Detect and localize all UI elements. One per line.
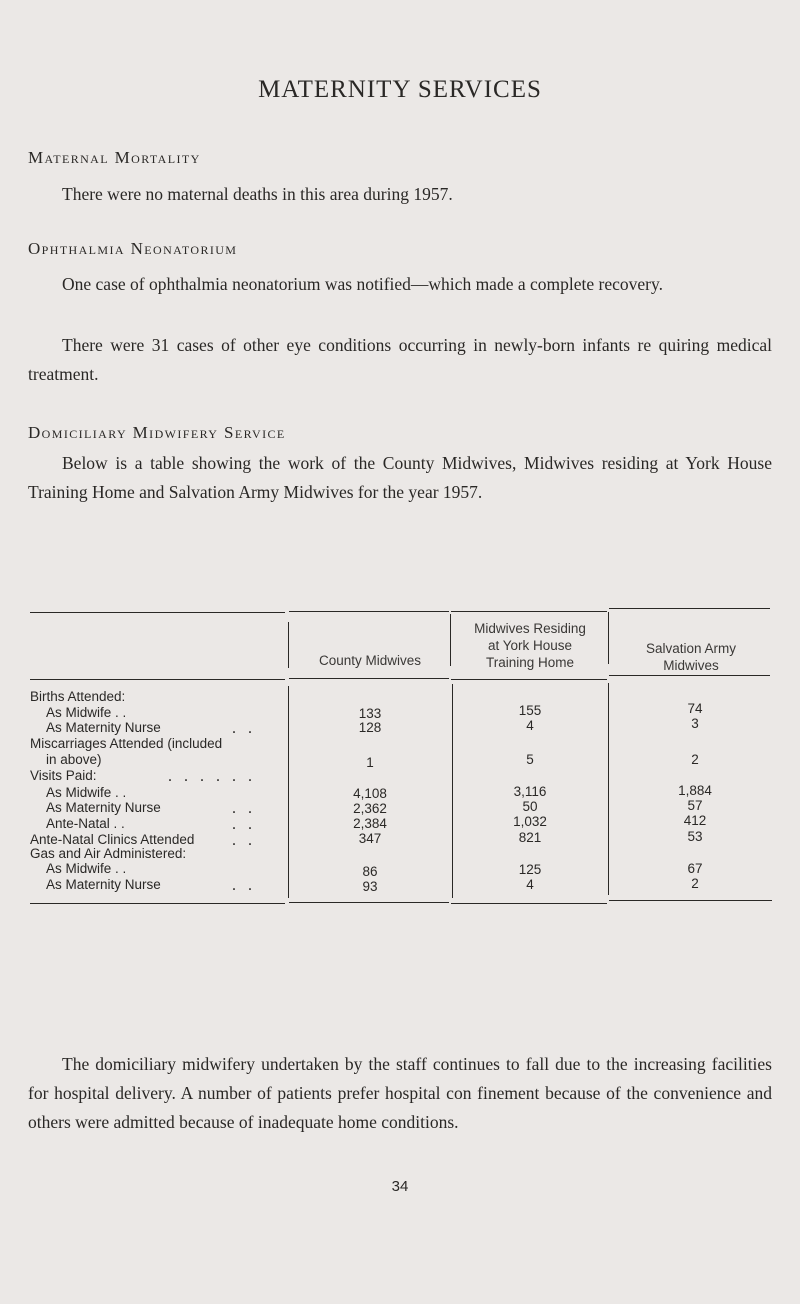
table-col-rule (608, 612, 609, 664)
header-county-midwives: County Midwives (318, 653, 422, 668)
ophthalmia-heading: Ophthalmia Neonatorium (28, 239, 238, 258)
cell-county: 4,108 (353, 786, 387, 801)
cell-county: 2,362 (353, 801, 387, 816)
table-bottom-rule (609, 900, 772, 901)
row-label: As Maternity Nurse (46, 800, 161, 815)
table-top-rule (289, 611, 449, 612)
row-label: Miscarriages Attended (included (30, 736, 223, 751)
cell-york: 4 (526, 718, 534, 733)
table-header-rule (451, 679, 607, 680)
cell-salvation: 3 (691, 716, 699, 731)
table-col-rule (450, 614, 451, 666)
ophthalmia-text-1: One case of ophthalmia neonatorium was notified—which made a complete recovery. (62, 274, 663, 294)
midwifery-text: Below is a table showing the work of the County Midwives, Midwives residing at York House Training Home and Salvation Army Midwives for the year 1957. (28, 453, 772, 502)
row-label: As Maternity Nurse (46, 877, 161, 892)
cell-county: 86 (362, 864, 378, 879)
cell-salvation: 412 (683, 813, 707, 828)
cell-salvation: 2 (691, 752, 699, 767)
row-label: Gas and Air Administered: (30, 846, 187, 861)
table-header-rule (289, 678, 449, 679)
closing-paragraph: The domiciliary midwifery undertaken by the staff continues to fall due to the increasing facilities for hospital delivery. A number of patients prefer hospital con finement because of the convenience and others were admitted because of inadequate home conditions. (28, 1054, 772, 1132)
row-label: in above) (46, 752, 102, 767)
row-label: As Midwife . . (46, 861, 127, 876)
cell-york: 5 (526, 752, 534, 767)
cell-county: 128 (358, 720, 382, 735)
header-york-house (452, 620, 608, 671)
ophthalmia-text-2: There were 31 cases of other eye conditions occurring in newly-born infants re quiring medical treatment. (28, 335, 772, 384)
cell-salvation: 57 (687, 798, 703, 813)
cell-york: 1,032 (513, 814, 547, 829)
table-col-rule (452, 684, 453, 898)
cell-county: 93 (362, 879, 378, 894)
midwifery-heading: Domiciliary Midwifery Service (28, 423, 286, 442)
page-number: 34 (391, 1178, 409, 1195)
page-title: MATERNITY SERVICES (258, 76, 542, 103)
table-top-rule (30, 612, 285, 613)
table-bottom-rule (451, 903, 607, 904)
cell-york: 3,116 (513, 784, 547, 799)
header-york-line-3: Training Home (485, 655, 575, 670)
leader-dots: . . (232, 832, 256, 849)
row-label: Births Attended: (30, 689, 126, 704)
cell-york: 821 (518, 830, 542, 845)
visits-dots: . . . . . . (168, 768, 256, 785)
leader-dots: . . (232, 720, 256, 737)
maternal-mortality-text: There were no maternal deaths in this area during 1957. (62, 184, 453, 204)
header-york-line-2: at York House (487, 638, 573, 653)
leader-dots: . . (232, 877, 256, 894)
header-salvation-line-2: Midwives (663, 658, 719, 673)
cell-county: 2,384 (353, 816, 387, 831)
leader-dots: . . (232, 800, 256, 817)
cell-county: 347 (358, 831, 382, 846)
cell-salvation: 67 (687, 861, 703, 876)
row-label: As Maternity Nurse (46, 720, 161, 735)
row-label: Ante-Natal Clinics Attended (30, 832, 195, 847)
cell-salvation: 2 (691, 876, 699, 891)
leader-dots: . . (232, 816, 256, 833)
table-top-rule (451, 611, 607, 612)
cell-york: 4 (526, 877, 534, 892)
table-top-rule (609, 608, 770, 609)
header-york-line-1: Midwives Residing (474, 621, 586, 636)
cell-salvation: 1,884 (678, 783, 712, 798)
table-col-rule (608, 683, 609, 895)
cell-salvation: 53 (687, 829, 703, 844)
row-label: Ante-Natal . . (46, 816, 125, 831)
cell-county: 1 (366, 755, 374, 770)
row-label: As Midwife . . (46, 785, 127, 800)
cell-york: 50 (522, 799, 538, 814)
header-salvation-army (610, 640, 772, 674)
table-header-rule (609, 675, 770, 676)
cell-county: 133 (358, 706, 382, 721)
cell-salvation: 74 (687, 701, 703, 716)
cell-york: 155 (518, 703, 542, 718)
row-label: Visits Paid: (30, 768, 97, 783)
table-col-rule (288, 622, 289, 668)
table-bottom-rule (289, 902, 449, 903)
row-label: As Midwife . . (46, 705, 127, 720)
header-salvation-line-1: Salvation Army (645, 641, 737, 656)
table-header-rule (30, 679, 285, 680)
table-bottom-rule (30, 903, 285, 904)
maternal-mortality-heading: Maternal Mortality (28, 148, 201, 167)
cell-york: 125 (518, 862, 542, 877)
